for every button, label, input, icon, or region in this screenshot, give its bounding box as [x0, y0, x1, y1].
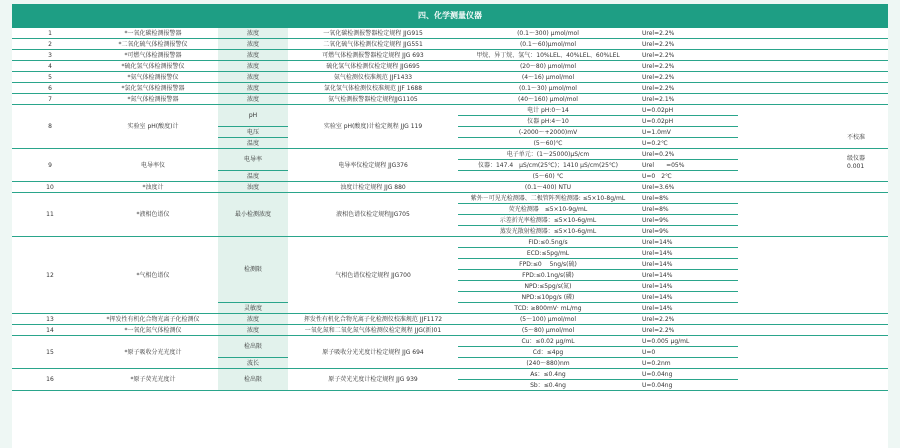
table-row: [12, 50, 888, 61]
parameter: 温度: [218, 171, 288, 182]
measuring-range: 紫外－可见光检测器、二极管阵列检测器: ≤5×10-8g/mL: [458, 193, 638, 204]
uncertainty: Urel=0.2%: [638, 149, 738, 160]
specification: 硫化氢气体检测仪检定规程 JJG695: [288, 61, 458, 72]
uncertainty: U=0.2℃: [638, 138, 738, 149]
parameter: 浓度: [218, 94, 288, 105]
instrument-table: [12, 28, 888, 391]
measuring-range: (5～60) ℃: [458, 171, 638, 182]
parameter: 电压: [218, 127, 288, 138]
measuring-range: 电计 pH:0～14: [458, 105, 638, 116]
row-number: 4: [12, 61, 88, 72]
row-number: 5: [12, 72, 88, 83]
table-row: [12, 83, 888, 94]
instrument-name: *气相色谱仪: [88, 237, 218, 314]
instrument-name: *液相色谱仪: [88, 193, 218, 237]
row-number: 3: [12, 50, 88, 61]
parameter: 温度: [218, 138, 288, 149]
table-row: [12, 28, 888, 39]
instrument-name: *可燃气体检测报警器: [88, 50, 218, 61]
specification: 实验室 pH(酸度)计检定规程 JJG 119: [288, 105, 458, 149]
measuring-range: (-2000～+2000)mV: [458, 127, 638, 138]
measuring-range: TCD: ≥800mV· mL/mg: [458, 303, 638, 314]
row-number: 6: [12, 83, 88, 94]
table-row: [12, 182, 888, 193]
specification: 氨气检测报警器检定规程JJG1105: [288, 94, 458, 105]
uncertainty: Urel=8%: [638, 193, 738, 204]
specification: 挥发性有机化合物光离子化检测仪校准规范 JJF1172: [288, 314, 458, 325]
parameter: 灵敏度: [218, 303, 288, 314]
row-number: 8: [12, 105, 88, 149]
measuring-range: FID:≤0.5ng/s: [458, 237, 638, 248]
table-row: [12, 72, 888, 83]
row-number: 7: [12, 94, 88, 105]
row-number: 10: [12, 182, 88, 193]
table-row: [12, 149, 888, 160]
measuring-range: (0.1～400) NTU: [458, 182, 638, 193]
specification: 电导率仪检定规程 JJG376: [288, 149, 458, 182]
uncertainty: Urel=14%: [638, 303, 738, 314]
uncertainty: U=0.02pH: [638, 116, 738, 127]
uncertainty: U=1.0mV: [638, 127, 738, 138]
uncertainty: U=0.04ng: [638, 369, 738, 380]
uncertainty: U=0.005 μg/mL: [638, 336, 738, 347]
measuring-range: As：≤0.4ng: [458, 369, 638, 380]
specification: 氨气检测仪校准规范 JJF1433: [288, 72, 458, 83]
parameter: 浊度: [218, 182, 288, 193]
uncertainty: U=0.02pH: [638, 105, 738, 116]
uncertainty: Urel=3.6%: [638, 182, 738, 193]
row-number: 14: [12, 325, 88, 336]
measuring-range: 蒸发光散射检测器：≤5×10-6g/mL: [458, 226, 638, 237]
measuring-range: (5～100) μmol/mol: [458, 314, 638, 325]
table-row: [12, 314, 888, 325]
parameter: 浓度: [218, 83, 288, 94]
table-row: [12, 94, 888, 105]
table-row: [12, 336, 888, 347]
uncertainty: Urel=2.2%: [638, 39, 738, 50]
measuring-range: 仪器：147.4 μS/cm(25℃)；1410 μS/cm(25℃): [458, 160, 638, 171]
uncertainty: Urel=2.2%: [638, 61, 738, 72]
parameter: 浓度: [218, 325, 288, 336]
measuring-range: (40～160) μmol/mol: [458, 94, 638, 105]
document-page: [12, 4, 888, 448]
table-row: [12, 193, 888, 204]
row-number: 12: [12, 237, 88, 314]
measuring-range: NPD:≤5pg/s(氮): [458, 281, 638, 292]
parameter: 电导率: [218, 149, 288, 171]
measuring-range: (4～16) μmol/mol: [458, 72, 638, 83]
parameter: 检出限: [218, 369, 288, 391]
uncertainty: U=0 2℃: [638, 171, 738, 182]
measuring-range: (0.1～300) μmol/mol: [458, 28, 638, 39]
parameter: 浓度: [218, 72, 288, 83]
uncertainty: Urel=9%: [638, 226, 738, 237]
table-row: [12, 237, 888, 248]
specification: 液相色谱仪检定规程JJG705: [288, 193, 458, 237]
parameter: pH: [218, 105, 288, 127]
uncertainty: U=0.04ng: [638, 380, 738, 391]
measuring-range: Cd：≤4pg: [458, 347, 638, 358]
parameter: 浓度: [218, 28, 288, 39]
measuring-range: (0.1～60)μmol/mol: [458, 39, 638, 50]
uncertainty: Urel=8%: [638, 204, 738, 215]
measuring-range: FPD:≤0 5ng/s(硫): [458, 259, 638, 270]
uncertainty: Urel=9%: [638, 215, 738, 226]
measuring-range: (240～880)nm: [458, 358, 638, 369]
measuring-range: 甲烷、异丁烷、氢气：10%LEL、40%LEL、60%LEL: [458, 50, 638, 61]
measuring-range: NPD:≤10pg/s (磷): [458, 292, 638, 303]
instrument-name: *氯化氢气体检测报警器: [88, 83, 218, 94]
section-title: 四、化学测量仪器: [12, 4, 888, 28]
measuring-range: 荧光检测器 ≤5×10-9g/mL: [458, 204, 638, 215]
note-grade-value: 0.001: [847, 163, 865, 170]
parameter: 检出限: [218, 336, 288, 358]
remarks: [738, 105, 888, 149]
measuring-range: 示差折光率检测器：≤5×10-6g/mL: [458, 215, 638, 226]
instrument-name: 实验室 pH(酸度)计: [88, 105, 218, 149]
row-number: 16: [12, 369, 88, 391]
uncertainty: Urel=2.2%: [638, 325, 738, 336]
uncertainty: Urel=2.2%: [638, 83, 738, 94]
uncertainty: Urel=2.2%: [638, 72, 738, 83]
specification: 一氧化氮和二氧化氮气体检测仪检定规程 JJG(新)01: [288, 325, 458, 336]
parameter: 浓度: [218, 39, 288, 50]
specification: 浊度计检定规程 JJG 880: [288, 182, 458, 193]
parameter: 检测限: [218, 237, 288, 303]
measuring-range: 仪器 pH:4～10: [458, 116, 638, 127]
instrument-name: *硫化氢气体检测报警仪: [88, 61, 218, 72]
instrument-name: *原子吸收分光光度计: [88, 336, 218, 369]
instrument-name: *二氧化硫气体检测报警仪: [88, 39, 218, 50]
table-row: [12, 325, 888, 336]
table-row: [12, 105, 888, 116]
instrument-name: 电导率仪: [88, 149, 218, 182]
specification: 气相色谱仪检定规程 JJG700: [288, 237, 458, 314]
measuring-range: (20～80) μmol/mol: [458, 61, 638, 72]
measuring-range: (0.1～30) μmol/mol: [458, 83, 638, 94]
row-number: 9: [12, 149, 88, 182]
instrument-name: *氨气体检测报警仪: [88, 72, 218, 83]
table-row: [12, 39, 888, 50]
uncertainty: Urel=2.1%: [638, 94, 738, 105]
specification: 氯化氢气体检测仪校准规范 JJF 1688: [288, 83, 458, 94]
uncertainty: Urel=14%: [638, 237, 738, 248]
table-row: [12, 369, 888, 380]
row-number: 15: [12, 336, 88, 369]
uncertainty: Urel=2.2%: [638, 314, 738, 325]
parameter: 浓度: [218, 61, 288, 72]
row-number: 13: [12, 314, 88, 325]
specification: 一氧化碳检测报警器检定规程 JJG915: [288, 28, 458, 39]
measuring-range: (5～60)℃: [458, 138, 638, 149]
note-no-calibration: 不校准: [847, 134, 866, 141]
uncertainty: Urel=14%: [638, 292, 738, 303]
instrument-name: *浊度计: [88, 182, 218, 193]
uncertainty: Urel=2.2%: [638, 50, 738, 61]
specification: 原子荧光光度计检定规程 JJG 939: [288, 369, 458, 391]
measuring-range: 电子单元：(1～25000)μS/cm: [458, 149, 638, 160]
instrument-name: *原子荧光光度计: [88, 369, 218, 391]
row-number: 2: [12, 39, 88, 50]
measuring-range: Sb：≤0.4ng: [458, 380, 638, 391]
uncertainty: U=0: [638, 347, 738, 358]
uncertainty: Urel=14%: [638, 248, 738, 259]
uncertainty: Urel=2.2%: [638, 28, 738, 39]
parameter: 浓度: [218, 50, 288, 61]
note-instrument-grade: 级仪器: [847, 155, 866, 162]
uncertainty: Urel=14%: [638, 270, 738, 281]
measuring-range: ECD:≤5pg/mL: [458, 248, 638, 259]
specification: 可燃气体检测报警器检定规程 JJG 693: [288, 50, 458, 61]
parameter: 最小检测浓度: [218, 193, 288, 237]
uncertainty: Urel=14%: [638, 259, 738, 270]
measuring-range: (5～80) μmol/mol: [458, 325, 638, 336]
instrument-name: *一氧化碳检测报警器: [88, 28, 218, 39]
specification: 二氧化硫气体检测仪检定规程 JJG551: [288, 39, 458, 50]
uncertainty: Urel =05%: [638, 160, 738, 171]
measuring-range: FPD:≤0.1ng/s(磷): [458, 270, 638, 281]
parameter: 波长: [218, 358, 288, 369]
instrument-name: *一氧化氮气体检测仪: [88, 325, 218, 336]
instrument-name: *挥发性有机化合物光离子化检测仪: [88, 314, 218, 325]
table-row: [12, 61, 888, 72]
uncertainty: U=0.2nm: [638, 358, 738, 369]
uncertainty: Urel=14%: [638, 281, 738, 292]
parameter: 浓度: [218, 314, 288, 325]
specification: 原子吸收分光光度计检定规程 JJG 694: [288, 336, 458, 369]
instrument-name: *氮气体检测报警器: [88, 94, 218, 105]
measuring-range: Cu：≤0.02 μg/mL: [458, 336, 638, 347]
row-number: 11: [12, 193, 88, 237]
row-number: 1: [12, 28, 88, 39]
